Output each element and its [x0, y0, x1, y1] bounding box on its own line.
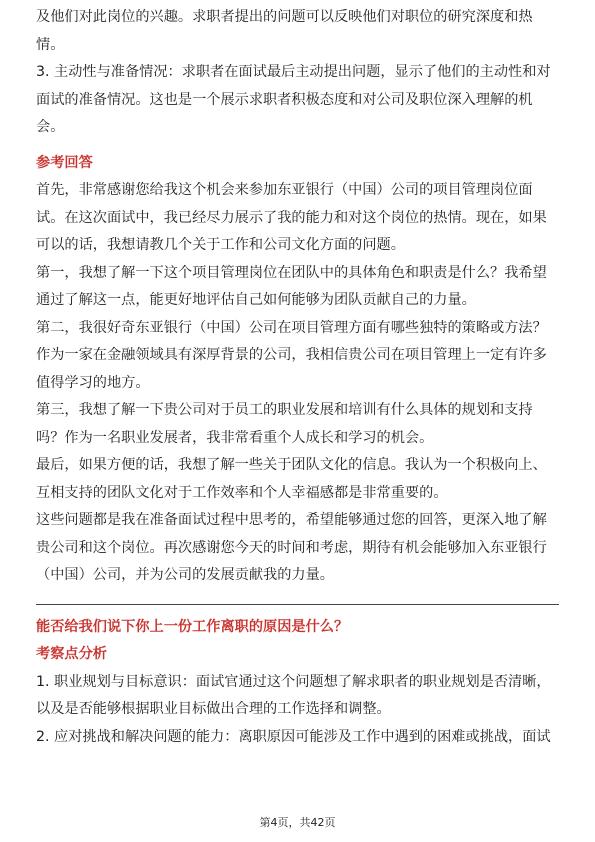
answer-paragraph-closing: 这些问题都是我在准备面试过程中思考的，希望能够通过您的回答，更深入地了解贵公司和这个岗位。再次感谢您今天的时间和考虑，期待有机会能够加入东亚银行（中国）公司，并为公司的发展贡献我的力量。 [36, 512, 547, 583]
analysis-point-3: 3. 主动性与准备情况：求职者在面试最后主动提出问题，显示了他们的主动性和对面试的准备情况。这也是一个展示求职者积极态度和对公司及职位深入理解的机会。 [36, 64, 551, 135]
analysis-point-1: 1. 职业规划与目标意识：面试官通过这个问题想了解求职者的职业规划是否清晰，以及是否能够根据职业目标做出合理的工作选择和调整。 [36, 673, 551, 717]
answer-paragraph-second: 第二，我很好奇东亚银行（中国）公司在项目管理方面有哪些独特的策略或方法？作为一家在金融领域具有深厚背景的公司，我相信贵公司在项目管理上一定有许多值得学习的地方。 [36, 319, 547, 391]
reference-answer-heading: 参考回答 [36, 154, 93, 171]
answer-paragraph-last: 最后，如果方便的话，我想了解一些关于团队文化的信息。我认为一个积极向上、互相支持的团队文化对于工作效率和个人幸福感都是非常重要的。 [36, 457, 547, 501]
answer-paragraph-third: 第三，我想了解一下贵公司对于员工的职业发展和培训有什么具体的规划和支持吗？作为一名职业发展者，我非常看重个人成长和学习的机会。 [36, 402, 533, 446]
answer-paragraph-first: 第一，我想了解一下这个项目管理岗位在团队中的具体角色和职责是什么？我希望通过了解这一点，能更好地评估自己如何能够为团队贡献自己的力量。 [36, 264, 547, 308]
document-page [36, 4, 559, 751]
page-number-footer: 第4页，共42页 [259, 816, 336, 829]
analysis-heading: 考察点分析 [36, 646, 107, 662]
paragraph-continuation: 及他们对此岗位的兴趣。求职者提出的问题可以反映他们对职位的研究深度和热情。 [36, 9, 533, 53]
question-title: 能否给我们说下你上一份工作离职的原因是什么？ [36, 618, 349, 635]
section-divider [36, 604, 559, 605]
answer-paragraph-intro: 首先，非常感谢您给我这个机会来参加东亚银行（中国）公司的项目管理岗位面试。在这次面试中，我已经尽力展示了我的能力和对这个岗位的热情。现在，如果可以的话，我想请教几个关于工作和公司文化方面的问题。 [36, 182, 547, 253]
analysis-point-2: 2. 应对挑战和解决问题的能力：离职原因可能涉及工作中遇到的困难或挑战，面试 [36, 728, 551, 745]
